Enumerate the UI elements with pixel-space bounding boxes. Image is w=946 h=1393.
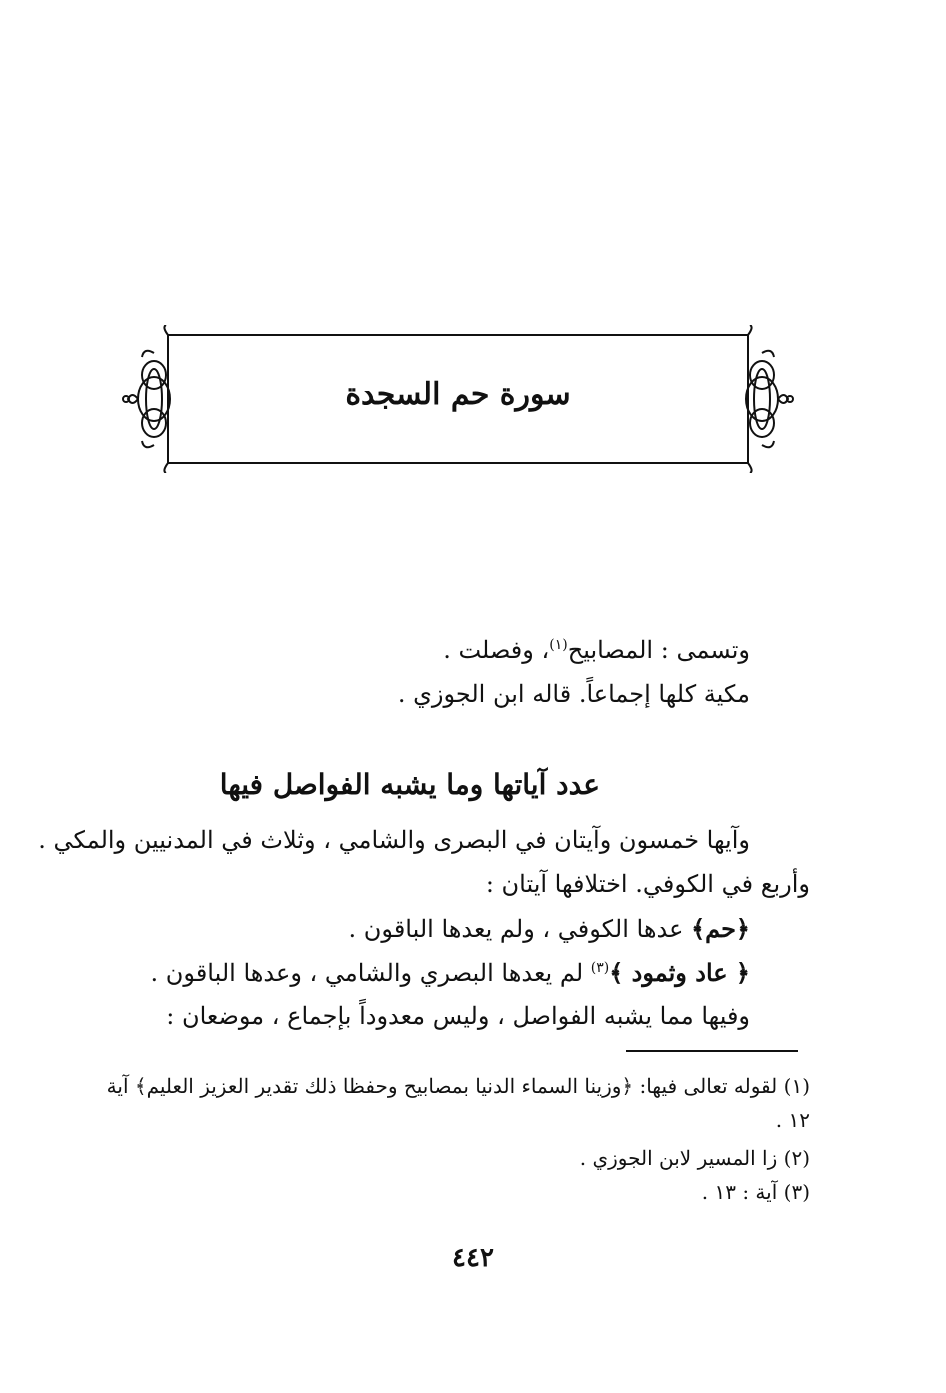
footnote-1-line-1: (١) لقوله تعالى فيها: ﴿وزينا السماء الدنيا بمصابيح وحفظا ذلك تقدير العزيز العليم﴾ آية xyxy=(106,1074,810,1098)
body-line-2: وأربع في الكوفي. اختلافها آيتان : xyxy=(485,870,810,898)
footnote-2: (٢) زا المسير لابن الجوزي . xyxy=(579,1146,810,1170)
intro-names-text: وتسمى : المصابيح xyxy=(567,636,750,664)
intro-line-1 xyxy=(443,636,750,664)
section-heading: عدد آياتها وما يشبه الفواصل فيها xyxy=(219,768,600,801)
surah-title: سورة حم السجدة xyxy=(345,377,571,412)
footnote-ref-3: (٣) xyxy=(590,960,610,976)
footnote-ref-1: (١) xyxy=(549,637,568,653)
surah-title-frame xyxy=(120,325,796,473)
intro-line-2: مكية كلها إجماعاً. قاله ابن الجوزي . xyxy=(397,680,750,708)
footnote-3: (٣) آية : ١٣ . xyxy=(701,1180,810,1204)
body-line-para2: وفيها مما يشبه الفواصل ، وليس معدوداً بإجماع ، موضعان : xyxy=(166,1002,750,1030)
footnote-separator xyxy=(626,1050,798,1052)
item-2-text: لم يعدها البصري والشامي ، وعدها الباقون . xyxy=(150,959,591,987)
page-number: ٤٤٢ xyxy=(452,1243,494,1273)
quran-quote-ad-thamud: ﴿ عاد وثمود ﴾ xyxy=(609,958,750,987)
footnote-1-line-2: ١٢ . xyxy=(775,1108,810,1132)
item-1-text: عدها الكوفي ، ولم يعدها الباقون . xyxy=(348,915,692,943)
intro-names-text-cont: ، وفصلت . xyxy=(443,636,550,664)
item-2-line xyxy=(151,958,750,987)
quran-quote-ha-mim: ﴿حم﴾ xyxy=(691,914,750,943)
item-1-line xyxy=(349,914,750,943)
body-line-1: وآيها خمسون وآيتان في البصرى والشامي ، وثلاث في المدنيين والمكي . xyxy=(38,826,750,854)
